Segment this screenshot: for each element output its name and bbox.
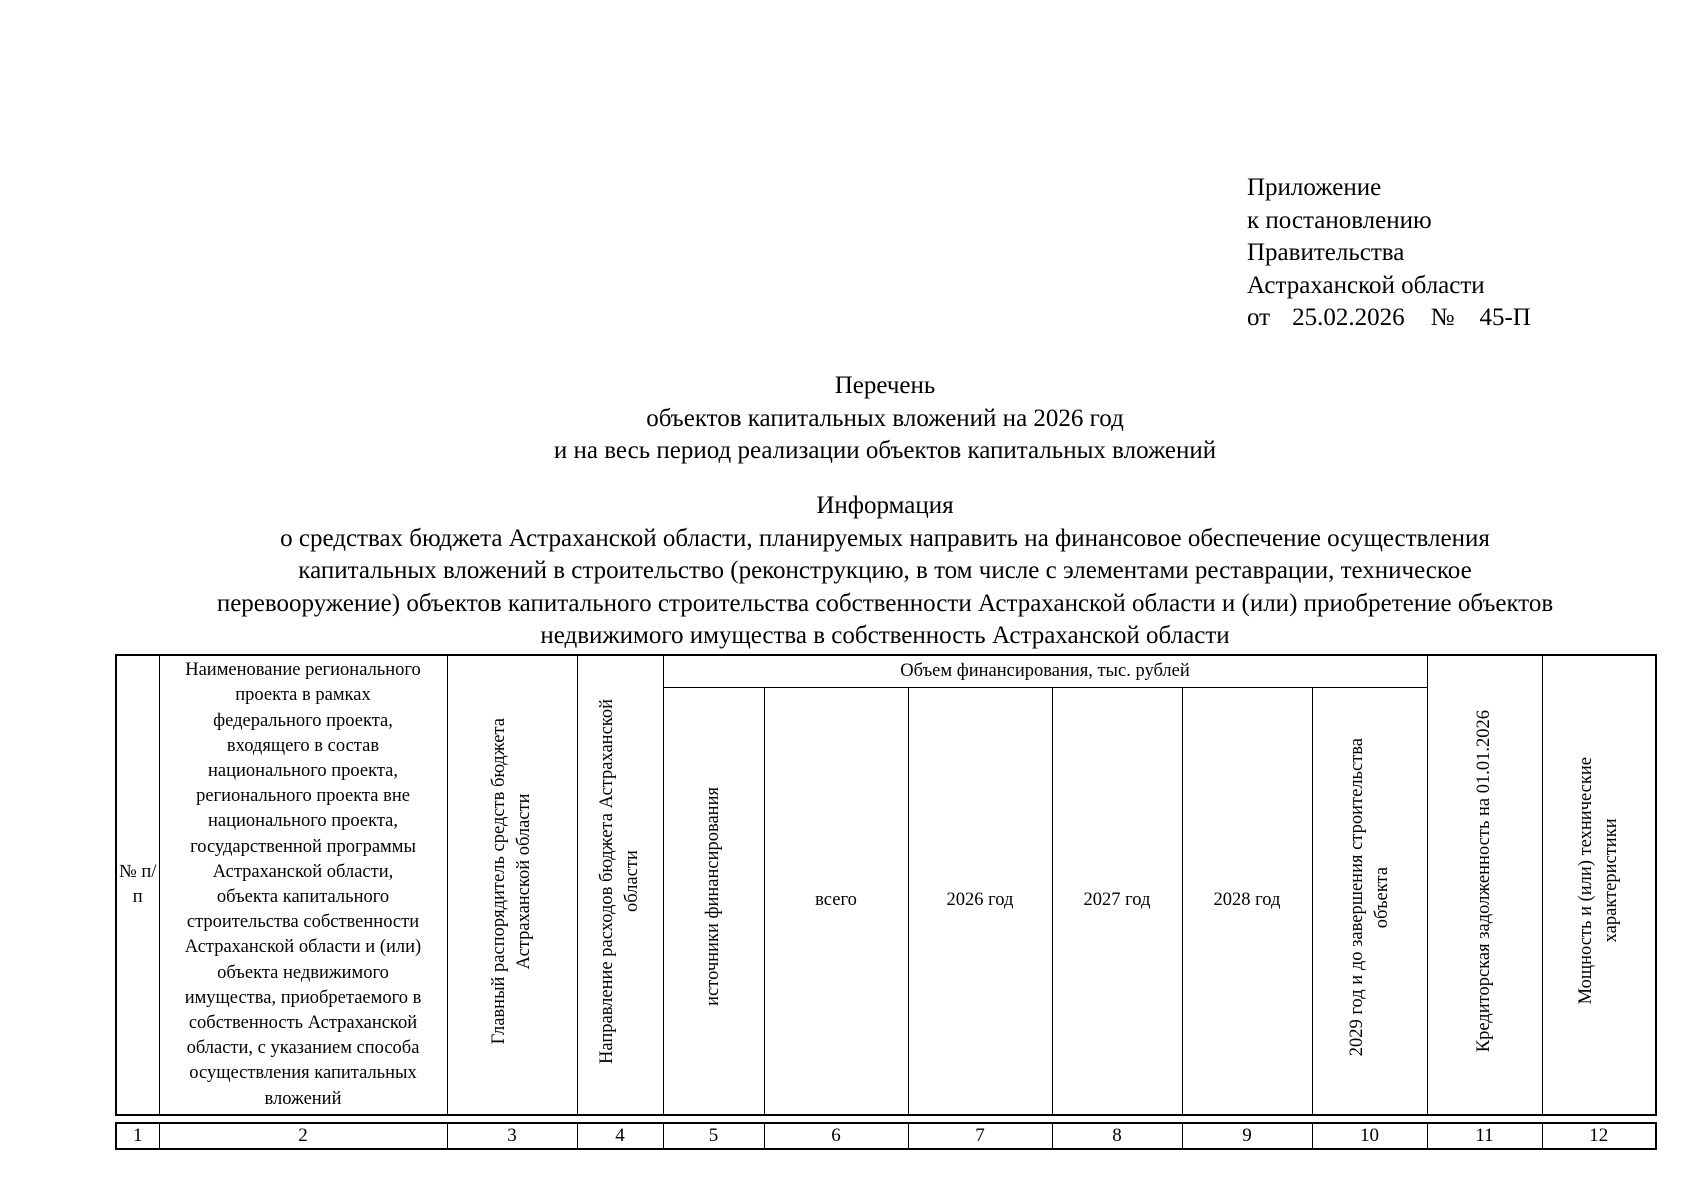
info-title-line-3: капитальных вложений в строительство (реконструкцию, в том числе с элементами реставрации, техническое bbox=[298, 557, 1472, 584]
table-header bbox=[115, 654, 1657, 1116]
info-title-line-1: Информация bbox=[816, 492, 954, 519]
info-title-line-5: недвижимого имущества в собственность Астраханской области bbox=[540, 622, 1230, 649]
approval-prefix: от bbox=[1247, 304, 1271, 331]
header-year-2028: 2028 год bbox=[1182, 687, 1312, 1115]
info-title-line-4: перевооружение) объектов капитального строительства собственности Астраханской области и (или) приобретение объектов bbox=[216, 589, 1554, 617]
column-number: 4 bbox=[577, 1123, 663, 1149]
info-title-line-2: о средствах бюджета Астраханской области, планируемых направить на финансовое обеспечение осуществления bbox=[280, 524, 1490, 552]
header-capacity: Мощность и (или) технические характеристики bbox=[1542, 655, 1656, 1115]
column-number: 7 bbox=[908, 1123, 1052, 1149]
column-number: 6 bbox=[764, 1123, 908, 1149]
approval-number: 45-П bbox=[1479, 304, 1531, 331]
column-number: 8 bbox=[1052, 1123, 1182, 1149]
approval-date-line bbox=[1247, 302, 1531, 335]
column-numbers-row bbox=[115, 1122, 1657, 1150]
column-number: 1 bbox=[116, 1123, 159, 1149]
column-number: 9 bbox=[1182, 1123, 1312, 1149]
header-funding-volume: Объем финансирования, тыс. рублей bbox=[663, 655, 1427, 687]
info-title bbox=[0, 490, 1697, 653]
column-number: 5 bbox=[663, 1123, 764, 1149]
header-2029-onward: 2029 год и до завершения строительства объекта bbox=[1312, 687, 1427, 1115]
list-title-line-1: Перечень bbox=[834, 372, 936, 399]
list-title bbox=[0, 370, 1697, 468]
column-number: 2 bbox=[159, 1123, 447, 1149]
header-creditor-debt: Кредиторская задолженность на 01.01.2026 bbox=[1427, 655, 1542, 1115]
approval-line-2: к постановлению bbox=[1247, 206, 1432, 234]
header-year-2026: 2026 год bbox=[908, 687, 1052, 1115]
list-title-line-2: объектов капитальных вложений на 2026 год bbox=[646, 404, 1124, 432]
list-title-line-3: и на весь период реализации объектов капитальных вложений bbox=[553, 437, 1217, 464]
approval-line-4: Астраханской области bbox=[1247, 271, 1485, 299]
approval-line-3: Правительства bbox=[1247, 239, 1405, 266]
column-number: 12 bbox=[1542, 1123, 1656, 1149]
header-total: всего bbox=[764, 687, 908, 1115]
header-budget-manager: Главный распорядитель средств бюджета Астраханской области bbox=[447, 655, 577, 1115]
header-funding-sources: источники финансирования bbox=[663, 687, 764, 1115]
column-number: 11 bbox=[1427, 1123, 1542, 1149]
approval-block bbox=[1247, 172, 1531, 335]
column-number: 10 bbox=[1312, 1123, 1427, 1149]
approval-number-sign: № bbox=[1430, 304, 1455, 331]
header-row-number: № п/п bbox=[116, 655, 159, 1115]
header-object-name: Наименование регионального проекта в рамках федерального проекта, входящего в состав национального проекта, регионального проекта вне национального проекта, государственной программы Астраханской области, объекта капитального строительства собственности Астраханской области и (или) объекта недвижимого имущества, приобретаемого в собственность Астраханской области, с указанием способа осуществления капитальных вложений bbox=[159, 655, 447, 1115]
header-year-2027: 2027 год bbox=[1052, 687, 1182, 1115]
column-number: 3 bbox=[447, 1123, 577, 1149]
approval-line-1: Приложение bbox=[1247, 174, 1382, 201]
header-expense-direction: Направление расходов бюджета Астраханской области bbox=[577, 655, 663, 1115]
capital-investments-table bbox=[115, 654, 1657, 1150]
approval-date: 25.02.2026 bbox=[1292, 304, 1405, 331]
